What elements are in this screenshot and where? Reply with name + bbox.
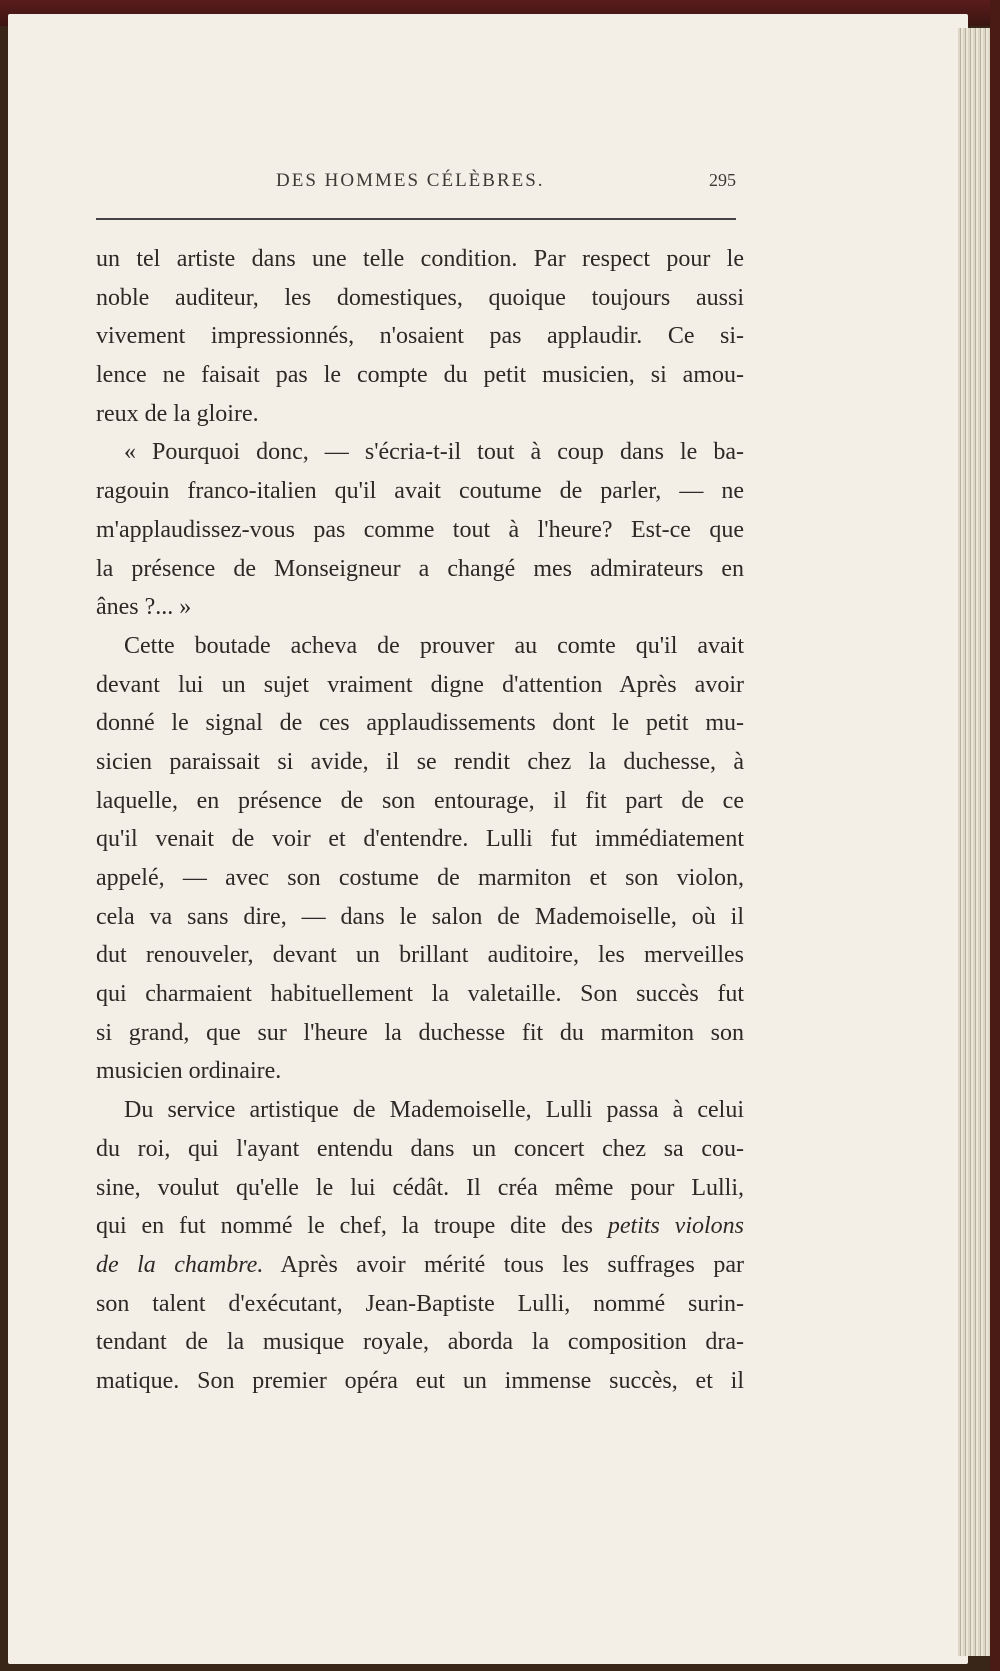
text-line: son talent d'exécutant, Jean-Baptiste Lulli, nommé surin- bbox=[96, 1290, 744, 1317]
text-line: dut renouveler, devant un brillant auditoire, les merveilles bbox=[96, 942, 744, 969]
text-line: noble auditeur, les domestiques, quoique toujours aussi bbox=[96, 284, 744, 311]
text-segment: Après avoir mérité tous les suffrages par bbox=[280, 1251, 744, 1278]
text-line: la présence de Monseigneur a changé mes admirateurs en bbox=[96, 555, 744, 582]
text-line bbox=[96, 1246, 744, 1285]
text-line: si grand, que sur l'heure la duchesse fit du marmiton son bbox=[96, 1019, 744, 1046]
page-number: 295 bbox=[709, 170, 736, 190]
text-line: donné le signal de ces applaudissements dont le petit mu- bbox=[96, 710, 744, 737]
text-line: sicien paraissait si avide, il se rendit chez la duchesse, à bbox=[96, 748, 744, 775]
text-line: appelé, — avec son costume de marmiton et son violon, bbox=[96, 865, 744, 891]
text-line: Cette boutade acheva de prouver au comte qu'il avait bbox=[124, 632, 744, 659]
italic-title: petits violons bbox=[607, 1213, 745, 1240]
text-line: m'applaudissez-vous pas comme tout à l'heure? Est-ce que bbox=[96, 516, 744, 543]
text-line: « Pourquoi donc, — s'écria-t-il tout à coup dans le ba- bbox=[124, 439, 744, 466]
italic-title: de la chambre. bbox=[96, 1251, 264, 1278]
text-line: reux de la gloire. bbox=[96, 400, 259, 427]
text-line: lence ne faisait pas le compte du petit musicien, si amou- bbox=[96, 362, 744, 389]
text-line: Du service artistique de Mademoiselle, Lulli passa à celui bbox=[124, 1097, 744, 1124]
text-line: tendant de la musique royale, aborda la composition dra- bbox=[96, 1329, 744, 1356]
header-rule bbox=[96, 218, 736, 220]
text-line: matique. Son premier opéra eut un immense succès, et il bbox=[96, 1367, 744, 1394]
text-segment: qui en fut nommé le chef, la troupe dite des bbox=[96, 1213, 593, 1240]
text-line: musicien ordinaire. bbox=[96, 1058, 282, 1085]
text-line bbox=[96, 1207, 744, 1246]
text-line: qu'il venait de voir et d'entendre. Lulli fut immédiatement bbox=[96, 826, 744, 853]
text-line: ânes ?... » bbox=[96, 594, 192, 621]
text-line: du roi, qui l'ayant entendu dans un concert chez sa cou- bbox=[96, 1135, 744, 1162]
text-line: laquelle, en présence de son entourage, il fit part de ce bbox=[96, 787, 744, 814]
running-head: DES HOMMES CÉLÈBRES. bbox=[276, 170, 545, 191]
body-text bbox=[96, 240, 744, 1401]
page-edges bbox=[958, 28, 994, 1656]
page-header bbox=[96, 170, 736, 206]
text-line: qui charmaient habituellement la valetaille. Son succès fut bbox=[96, 981, 744, 1008]
text-line: un tel artiste dans une telle condition. Par respect pour le bbox=[96, 246, 744, 272]
text-line: sine, voulut qu'elle le lui cédât. Il créa même pour Lulli, bbox=[96, 1174, 744, 1201]
text-line: devant lui un sujet vraiment digne d'attention Après avoir bbox=[96, 671, 744, 698]
text-line: vivement impressionnés, n'osaient pas applaudir. Ce si- bbox=[96, 323, 744, 350]
text-line: ragouin franco-italien qu'il avait coutume de parler, — ne bbox=[96, 478, 744, 505]
book-binding bbox=[990, 0, 1000, 1671]
text-line: cela va sans dire, — dans le salon de Mademoiselle, où il bbox=[96, 903, 744, 930]
